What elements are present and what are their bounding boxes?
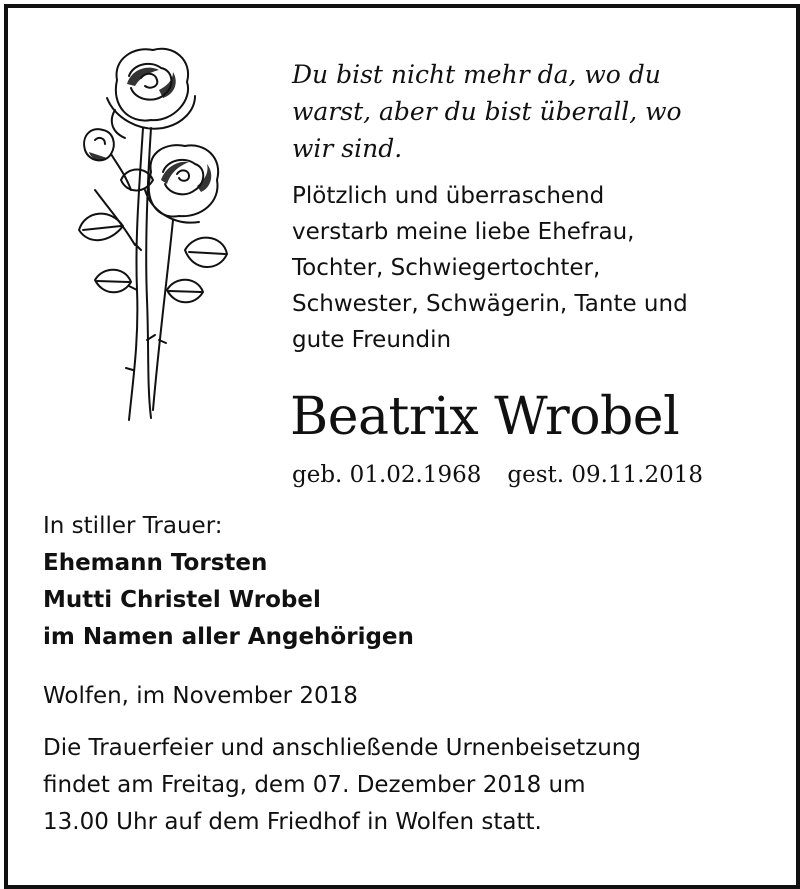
quote-line: Du bist nicht mehr da, wo du bbox=[292, 60, 661, 89]
mourner-name: Ehemann Torsten bbox=[43, 550, 268, 576]
death-date: gest. 09.11.2018 bbox=[507, 462, 704, 488]
memorial-quote bbox=[292, 56, 762, 167]
ceremony-line: 13.00 Uhr auf dem Friedhof in Wolfen statt. bbox=[43, 809, 542, 835]
announcement-line: gute Freundin bbox=[292, 327, 452, 353]
announcement-line: Plötzlich und überraschend bbox=[292, 183, 605, 209]
mourner-name: Mutti Christel Wrobel bbox=[43, 587, 321, 613]
announcement-line: Schwester, Schwägerin, Tante und bbox=[292, 291, 688, 317]
quote-line: warst, aber du bist überall, wo bbox=[292, 97, 682, 126]
birth-date: geb. 01.02.1968 bbox=[292, 462, 482, 488]
announcement-text bbox=[292, 178, 772, 358]
deceased-name: Beatrix Wrobel bbox=[290, 387, 680, 447]
ceremony-line: findet am Freitag, dem 07. Dezember 2018 um bbox=[43, 772, 586, 798]
mourners-block bbox=[43, 508, 743, 656]
mourners-label: In stiller Trauer: bbox=[43, 513, 223, 539]
place-and-date: Wolfen, im November 2018 bbox=[43, 683, 358, 709]
life-dates bbox=[292, 458, 772, 492]
mourner-name: im Namen aller Angehörigen bbox=[43, 624, 414, 650]
quote-line: wir sind. bbox=[292, 134, 403, 163]
ceremony-line: Die Trauerfeier und anschließende Urnenbeisetzung bbox=[43, 735, 641, 761]
rose-illustration-icon bbox=[55, 40, 245, 430]
announcement-line: verstarb meine liebe Ehefrau, bbox=[292, 219, 635, 245]
announcement-line: Tochter, Schwiegertochter, bbox=[292, 255, 601, 281]
ceremony-info bbox=[43, 730, 763, 841]
